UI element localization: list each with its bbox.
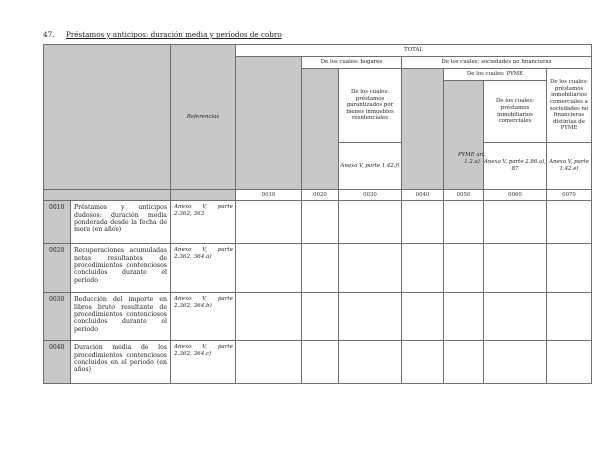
report-table xyxy=(43,44,592,384)
data-cell[interactable] xyxy=(236,201,302,244)
hogares-garantizados-header: De los cuales: préstamos garantizados por bienes inmuebles residenciales xyxy=(339,69,402,143)
data-cell[interactable] xyxy=(547,201,592,244)
row-reference: Anexo V, parte 2.362, 364.b) xyxy=(171,293,236,341)
references-header: Referencias xyxy=(171,45,236,190)
data-cell[interactable] xyxy=(444,293,484,341)
table-row xyxy=(44,244,592,293)
corner-cell xyxy=(44,45,171,190)
pyme-inmob-header: De los cuales: préstamos inmobiliarios comerciales xyxy=(484,81,547,143)
ref-0030: Anexo V, parte 2.86.a), 87 xyxy=(484,143,547,190)
pyme-header: De los cuales: PYME xyxy=(444,69,547,81)
data-cell[interactable] xyxy=(302,341,339,384)
ref-0040: Anexo V, parte 1.42.e) xyxy=(547,143,592,190)
row-code: 0010 xyxy=(44,201,71,244)
hogares-blank xyxy=(302,69,339,190)
data-cell[interactable] xyxy=(339,201,402,244)
data-cell[interactable] xyxy=(236,341,302,384)
table-row xyxy=(44,201,592,244)
data-cell[interactable] xyxy=(302,244,339,293)
data-cell[interactable] xyxy=(339,244,402,293)
row-label: Duración media de los procedimientos contenciosos concluidos en el período (en años) xyxy=(71,341,171,384)
codes-corner xyxy=(44,190,171,201)
data-cell[interactable] xyxy=(444,341,484,384)
table-heading xyxy=(43,30,282,39)
data-cell[interactable] xyxy=(302,293,339,341)
data-cell[interactable] xyxy=(402,201,444,244)
data-cell[interactable] xyxy=(302,201,339,244)
data-cell[interactable] xyxy=(236,293,302,341)
data-cell[interactable] xyxy=(547,244,592,293)
table-title: Préstamos y anticipos: duración media y períodos de cobro xyxy=(66,30,282,39)
row-code: 0020 xyxy=(44,244,71,293)
ref-0050: PYME art. 1.2.a) xyxy=(457,152,487,165)
col-code: 0070 xyxy=(547,190,592,201)
codes-ref-blank xyxy=(171,190,236,201)
pyme-blank xyxy=(444,81,484,190)
data-cell[interactable] xyxy=(484,201,547,244)
row-reference: Anexo V, parte 2.362, 364.c) xyxy=(171,341,236,384)
data-cell[interactable] xyxy=(547,341,592,384)
row-label: Reducción del importe en libros bruto resultante de procedimientos contenciosos concluidos durante el período xyxy=(71,293,171,341)
col-code: 0060 xyxy=(484,190,547,201)
col-code: 0010 xyxy=(236,190,302,201)
table-row xyxy=(44,341,592,384)
row-code: 0040 xyxy=(44,341,71,384)
data-cell[interactable] xyxy=(484,244,547,293)
data-cell[interactable] xyxy=(236,244,302,293)
data-cell[interactable] xyxy=(402,244,444,293)
data-cell[interactable] xyxy=(444,201,484,244)
row-label: Recuperaciones acumuladas netas resultantes de procedimientos contenciosos concluidos durante el período xyxy=(71,244,171,293)
col-code: 0020 xyxy=(302,190,339,201)
data-cell[interactable] xyxy=(402,341,444,384)
otros-inmob-header: De los cuales: préstamos inmobiliarios comerciales a sociedades no financieras distintas de PYME xyxy=(547,69,592,143)
table-row xyxy=(44,293,592,341)
data-cell[interactable] xyxy=(402,293,444,341)
total-blank xyxy=(236,57,302,190)
total-header: TOTAL xyxy=(236,45,592,57)
col-code: 0030 xyxy=(339,190,402,201)
col-code: 0050 xyxy=(444,190,484,201)
row-label: Préstamos y anticipos dudosos: duración media ponderada desde la fecha de mora (en años) xyxy=(71,201,171,244)
table-number: 47. xyxy=(43,30,55,39)
data-cell[interactable] xyxy=(484,341,547,384)
snf-blank xyxy=(402,69,444,190)
row-reference: Anexo V, parte 2.362, 364.a) xyxy=(171,244,236,293)
col-code: 0040 xyxy=(402,190,444,201)
data-cell[interactable] xyxy=(484,293,547,341)
hogares-header: De los cuales: hogares xyxy=(302,57,402,69)
row-reference: Anexo V, parte 2.362, 363 xyxy=(171,201,236,244)
data-cell[interactable] xyxy=(339,293,402,341)
data-cell[interactable] xyxy=(547,293,592,341)
ref-0020: Anexo V, parte 1.42.f) xyxy=(339,143,402,190)
row-code: 0030 xyxy=(44,293,71,341)
snf-header: De los cuales: sociedades no financieras xyxy=(402,57,592,69)
data-cell[interactable] xyxy=(444,244,484,293)
data-cell[interactable] xyxy=(339,341,402,384)
